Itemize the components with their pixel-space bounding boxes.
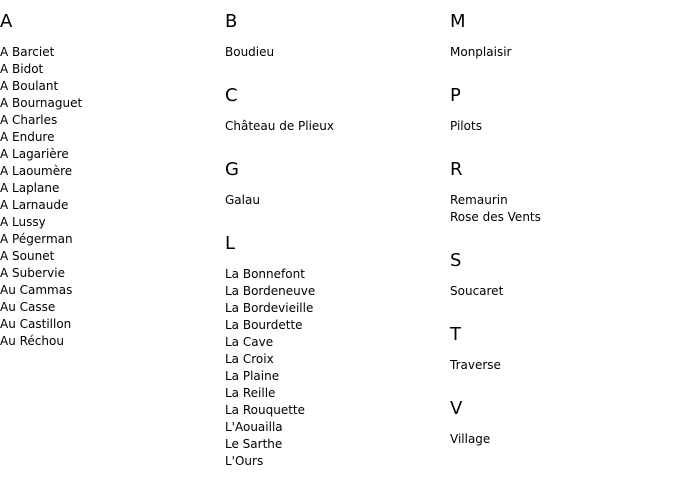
place-link[interactable]: La Rouquette [225, 403, 305, 417]
letter-heading: B [225, 11, 238, 32]
list-item [0, 214, 225, 231]
place-link[interactable]: La Bordevieille [225, 301, 314, 315]
entry-list [450, 44, 675, 61]
list-item [0, 78, 225, 95]
list-item [225, 419, 450, 436]
letter-section-c [225, 84, 450, 135]
place-link[interactable]: Au Castillon [0, 317, 72, 331]
place-link[interactable]: Le Sarthe [225, 437, 283, 451]
list-item [450, 283, 675, 300]
list-item [0, 299, 225, 316]
list-item [0, 146, 225, 163]
list-item [225, 368, 450, 385]
letter-heading: L [225, 233, 236, 254]
place-link[interactable]: La Bonnefont [225, 267, 305, 281]
place-link[interactable]: L'Ours [225, 454, 264, 468]
letter-heading: A [0, 11, 13, 32]
index-column-2 [225, 10, 450, 470]
letter-heading: M [450, 11, 466, 32]
place-link[interactable]: La Plaine [225, 369, 280, 383]
list-item [0, 282, 225, 299]
list-item [450, 357, 675, 374]
entry-list [225, 192, 450, 209]
list-item [0, 265, 225, 282]
letter-section-v [450, 397, 675, 448]
place-link[interactable]: A Laplane [0, 181, 60, 195]
list-item [225, 44, 450, 61]
entry-list [225, 266, 450, 470]
letter-heading: R [450, 159, 463, 180]
letter-section-m [450, 10, 675, 61]
list-item [225, 283, 450, 300]
place-link[interactable]: A Larnaude [0, 198, 69, 212]
place-link[interactable]: La Reille [225, 386, 276, 400]
section-gap [225, 209, 450, 232]
place-link[interactable]: Au Réchou [0, 334, 64, 348]
list-item [0, 44, 225, 61]
place-link[interactable]: A Bournaguet [0, 96, 83, 110]
place-link[interactable]: A Pégerman [0, 232, 73, 246]
place-link[interactable]: L'Aouailla [225, 420, 283, 434]
place-link[interactable]: Village [450, 432, 491, 446]
list-item [225, 385, 450, 402]
section-gap [450, 61, 675, 84]
place-link[interactable]: La Croix [225, 352, 274, 366]
place-link[interactable]: La Bourdette [225, 318, 303, 332]
place-link[interactable]: Rose des Vents [450, 210, 541, 224]
entry-list [225, 118, 450, 135]
letter-heading: C [225, 85, 238, 106]
list-item [225, 266, 450, 283]
letter-heading: G [225, 159, 239, 180]
list-item [225, 334, 450, 351]
entry-list [450, 283, 675, 300]
list-item [225, 453, 450, 470]
place-link[interactable]: La Cave [225, 335, 274, 349]
place-link[interactable]: A Endure [0, 130, 55, 144]
section-gap [450, 135, 675, 158]
letter-heading: V [450, 398, 463, 419]
letter-section-s [450, 249, 675, 300]
list-item [0, 129, 225, 146]
list-item [0, 95, 225, 112]
list-item [0, 248, 225, 265]
place-link[interactable]: Remaurin [450, 193, 508, 207]
entry-list [225, 44, 450, 61]
place-link[interactable]: A Barciet [0, 45, 55, 59]
list-item [0, 333, 225, 350]
list-item [0, 197, 225, 214]
section-gap [225, 61, 450, 84]
list-item [225, 118, 450, 135]
list-item [0, 231, 225, 248]
list-item [450, 44, 675, 61]
list-item [0, 180, 225, 197]
place-link[interactable]: A Laoumère [0, 164, 73, 178]
place-link[interactable]: Traverse [450, 358, 501, 372]
list-item [225, 192, 450, 209]
list-item [225, 317, 450, 334]
letter-section-a [0, 10, 225, 350]
letter-section-p [450, 84, 675, 135]
list-item [225, 402, 450, 419]
place-link[interactable]: A Sounet [0, 249, 55, 263]
place-link[interactable]: Pilots [450, 119, 482, 133]
place-link[interactable]: Au Casse [0, 300, 56, 314]
list-item [450, 431, 675, 448]
list-item [0, 316, 225, 333]
place-link[interactable]: Château de Plieux [225, 119, 335, 133]
list-item [0, 163, 225, 180]
place-link[interactable]: La Bordeneuve [225, 284, 316, 298]
letter-section-l [225, 232, 450, 470]
place-link[interactable]: A Bidot [0, 62, 44, 76]
place-link[interactable]: Boudieu [225, 45, 275, 59]
list-item [225, 300, 450, 317]
list-item [225, 436, 450, 453]
entry-list [0, 44, 225, 350]
letter-heading: T [450, 324, 461, 345]
letter-section-t [450, 323, 675, 374]
letter-section-g [225, 158, 450, 209]
place-link[interactable]: A Subervie [0, 266, 65, 280]
entry-list [450, 357, 675, 374]
list-item [0, 61, 225, 78]
section-gap [450, 226, 675, 249]
list-item [450, 209, 675, 226]
entry-list [450, 431, 675, 448]
place-link[interactable]: Soucaret [450, 284, 504, 298]
section-gap [450, 374, 675, 397]
list-item [450, 118, 675, 135]
place-link[interactable]: Galau [225, 193, 260, 207]
entry-list [450, 118, 675, 135]
place-link[interactable]: Monplaisir [450, 45, 512, 59]
entry-list [450, 192, 675, 226]
letter-section-b [225, 10, 450, 61]
index-column-3 [450, 10, 675, 448]
place-link[interactable]: Au Cammas [0, 283, 73, 297]
letter-section-r [450, 158, 675, 226]
place-link[interactable]: A Lagarière [0, 147, 69, 161]
letter-heading: P [450, 85, 461, 106]
index-column-1 [0, 10, 225, 350]
list-item [450, 192, 675, 209]
place-link[interactable]: A Lussy [0, 215, 46, 229]
list-item [0, 112, 225, 129]
list-item [225, 351, 450, 368]
letter-heading: S [450, 250, 462, 271]
place-link[interactable]: A Charles [0, 113, 58, 127]
section-gap [225, 135, 450, 158]
section-gap [450, 300, 675, 323]
place-link[interactable]: A Boulant [0, 79, 59, 93]
